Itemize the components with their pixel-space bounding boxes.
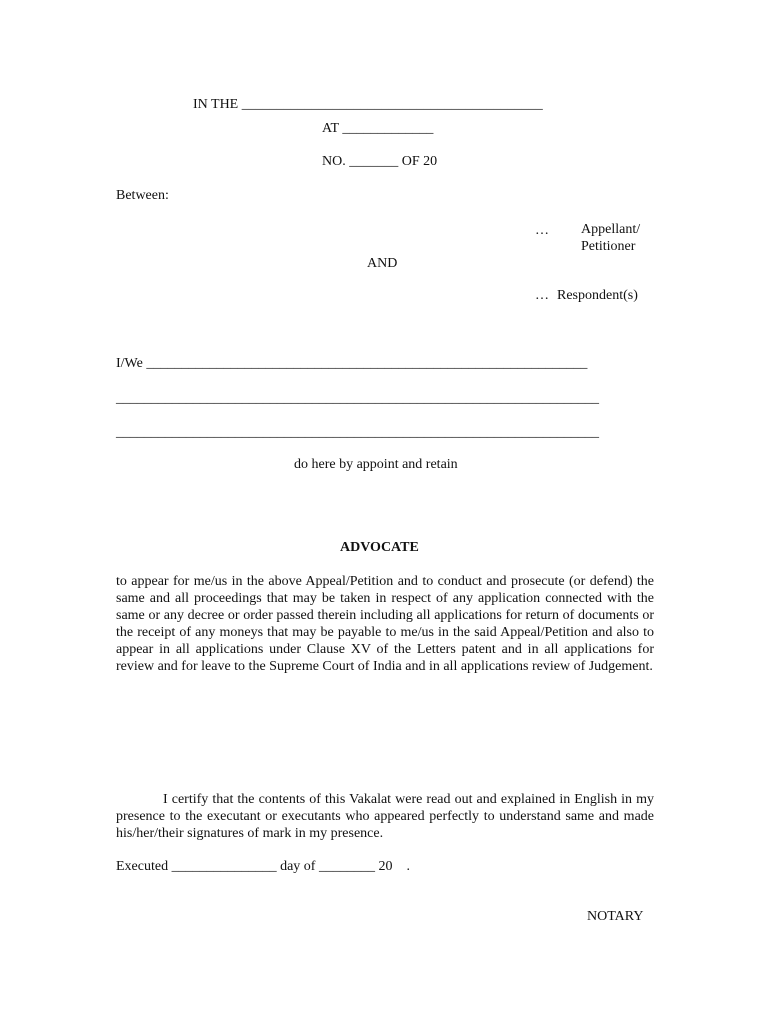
appoint-text: do here by appoint and retain [294, 457, 458, 472]
court-name-line: IN THE ___________________________________________ [193, 97, 543, 112]
executed-line: Executed _______________ day of ________ 20 . [116, 859, 410, 874]
appellant-label: Appellant/ [581, 222, 641, 237]
declarant-line: I/We _______________________________________________________________ [116, 356, 588, 371]
respondent-label: Respondent(s) [557, 288, 638, 303]
advocate-authority-paragraph: to appear for me/us in the above Appeal/Petition and to conduct and prosecute (or defend) the same and all proceedings that may be taken in respect of any application connected with the same or any decree or order passed therein including all applications for return of documents or the receipt of any moneys that may be payable to me/us in the said Appeal/Petition and also to appear in all applications under Clause XV of the Letters patent and in all applications for review and for leave to the Supreme Court of India and in all applications review of Judgement. [116, 574, 654, 674]
and-label: AND [367, 256, 398, 271]
certification-paragraph: I certify that the contents of this Vakalat were read out and explained in English in my presence to the executant or executants who appeared perfectly to understand same and made his/her/their signatures of mark in my presence. [116, 792, 654, 841]
petitioner-label: Petitioner [581, 239, 636, 254]
case-number-line: NO. _______ OF 20 [322, 154, 438, 169]
advocate-heading: ADVOCATE [340, 540, 419, 555]
declarant-blank-line-2: _____________________________________________________________________ [116, 425, 599, 440]
declarant-blank-line-1: _____________________________________________________________________ [116, 391, 599, 406]
between-label: Between: [116, 188, 169, 203]
appellant-ellipsis: … [535, 223, 549, 238]
notary-label: NOTARY [587, 909, 644, 924]
respondent-ellipsis: … [535, 288, 549, 303]
court-location-line: AT _____________ [322, 121, 434, 136]
